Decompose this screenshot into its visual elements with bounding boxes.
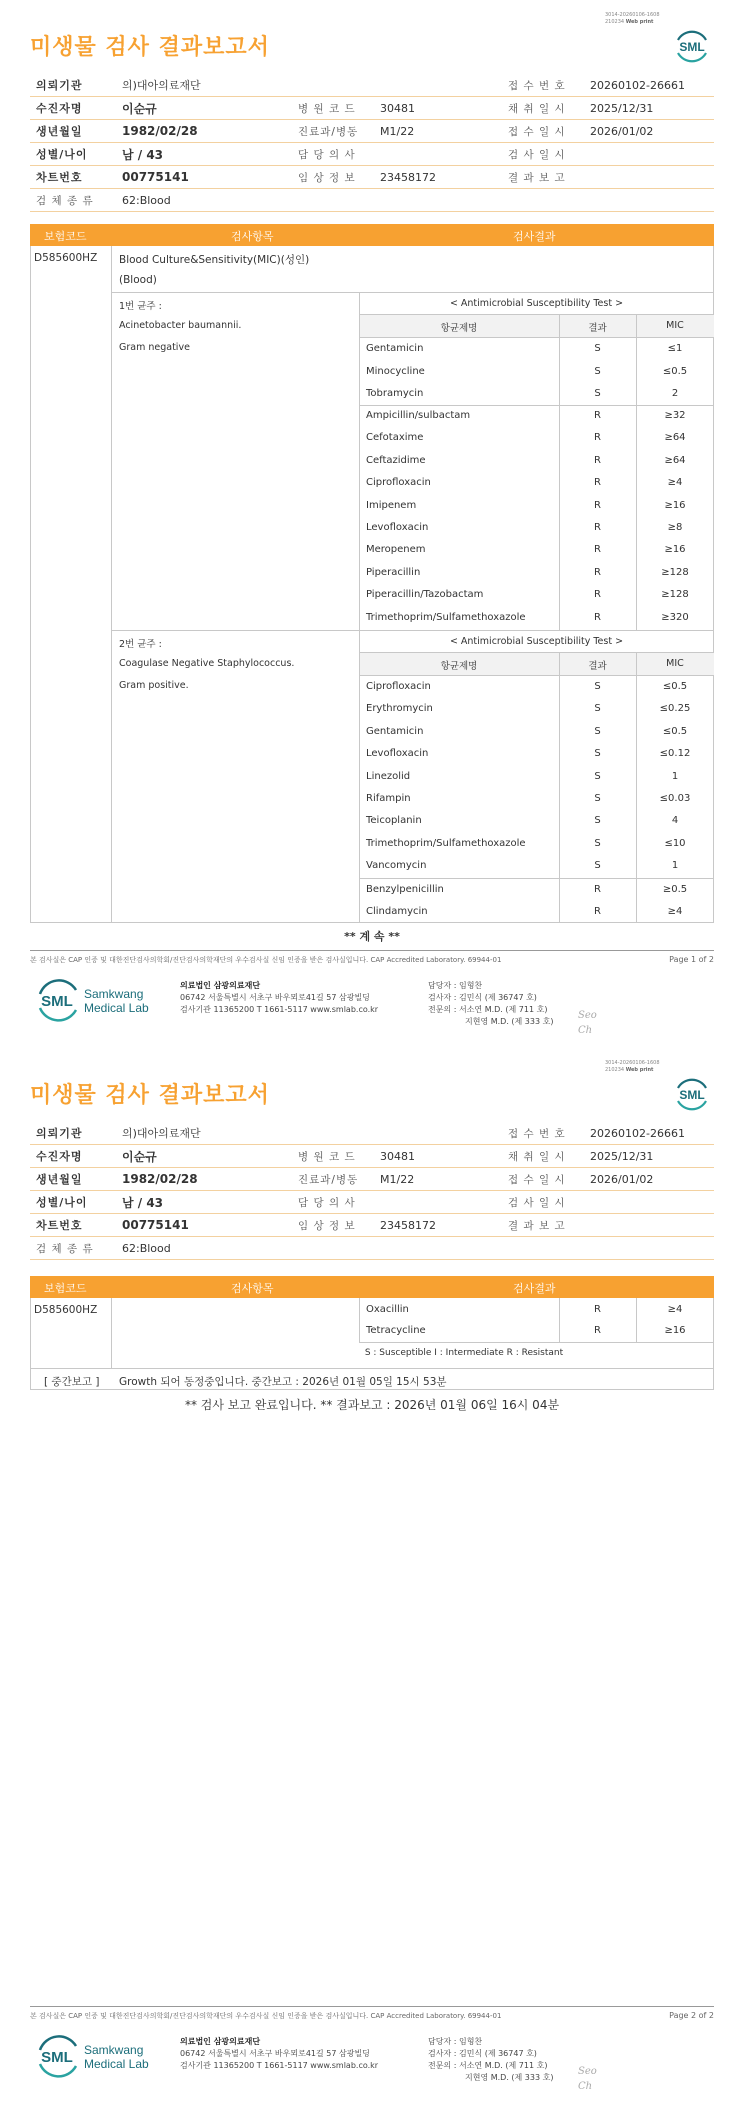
- drug-name: Gentamicin: [366, 725, 424, 737]
- susceptibility-result: S: [594, 837, 601, 849]
- susceptibility-result: R: [594, 1304, 601, 1315]
- logo-text: SML: [679, 1088, 705, 1102]
- divider: [559, 653, 560, 923]
- mic-value: 1: [671, 860, 679, 872]
- drug-name: Cefotaxime: [366, 432, 424, 444]
- drug-name: Gentamicin: [366, 343, 424, 354]
- logo-line-1: Samkwang: [84, 987, 144, 1001]
- specimen-label: 검 체 종 류: [30, 1237, 116, 1260]
- divider: [359, 337, 714, 338]
- hospital-label: 의뢰기관: [30, 74, 116, 97]
- ast-col-drug: 항균제명: [440, 323, 478, 334]
- drug-name: Tobramycin: [366, 388, 424, 399]
- chart-label: 차트번호: [30, 166, 116, 189]
- divider: [111, 292, 714, 293]
- susceptibility-result: R: [594, 566, 601, 578]
- drug-name: Rifampin: [366, 793, 411, 804]
- receipt-date-label: 접 수 일 시: [502, 120, 584, 143]
- drug-name: Vancomycin: [366, 860, 427, 872]
- drug-name: Clindamycin: [366, 906, 428, 918]
- col-code-header: 보험코드: [44, 1282, 87, 1295]
- doctor-value: [374, 1191, 502, 1214]
- sml-logo-icon: [672, 26, 712, 66]
- interim-report-label: [ 중간보고 ]: [44, 1376, 100, 1388]
- patient-value: 이순규: [116, 1145, 292, 1168]
- susceptibility-result: S: [594, 748, 601, 760]
- mic-value: 2: [671, 388, 679, 399]
- test-specimen: (Blood): [119, 274, 157, 286]
- susceptibility-result: R: [594, 432, 601, 444]
- signature-2: Ch: [578, 1025, 593, 1036]
- dob-label: 생년월일: [30, 120, 116, 143]
- logo-text: SML: [41, 993, 73, 1010]
- mic-value: ≥320: [661, 611, 689, 623]
- staff-info: 담당자 : 임형찬 검사자 : 김민식 (제 36747 호) 전문의 : 서소연 M.D. (제 711 호) 지현영 M.D. (제 333 호): [428, 2037, 554, 2082]
- mic-value: 1: [671, 770, 679, 782]
- ast-col-result: 결과: [588, 323, 607, 334]
- drug-name: Tetracycline: [366, 1325, 426, 1336]
- mic-value: ≤0.5: [662, 365, 688, 377]
- susceptibility-result: R: [594, 906, 601, 918]
- logo-line-2: Medical Lab: [84, 2057, 149, 2071]
- drug-name: Trimethoprim/Sulfamethoxazole: [366, 837, 526, 849]
- col-result-header: 검사결과: [513, 1282, 556, 1295]
- hospital-value: 의)대아의료재단: [116, 1122, 502, 1145]
- divider: [359, 675, 714, 676]
- drug-name: Ampicillin/sulbactam: [366, 410, 471, 421]
- drug-name: Levofloxacin: [366, 748, 429, 760]
- chart-label: 차트번호: [30, 1214, 116, 1237]
- receipt-date-value: 2026/01/02: [584, 120, 714, 143]
- ast-title-2: < Antimicrobial Susceptibility Test >: [449, 636, 624, 647]
- mic-value: ≥16: [664, 1325, 686, 1336]
- report-value: [584, 1214, 714, 1237]
- doctor-label: 담 당 의 사: [292, 143, 374, 166]
- report-title: 미생물 검사 결과보고서: [30, 1083, 270, 1108]
- mic-value: ≤10: [664, 837, 686, 849]
- footer-note: 본 검사실은 CAP 인증 및 대한진단검사의학회/진단검사의학재단의 우수검사실 신임 인증을 받은 검사실입니다. CAP Accredited Laboratory. 69944-01: [30, 956, 502, 964]
- footer-divider: [30, 2006, 714, 2007]
- susceptibility-result: R: [594, 454, 601, 466]
- divider: [111, 246, 112, 923]
- hosp-code-label: 병 원 코 드: [292, 1145, 374, 1168]
- col-item-header: 검사항목: [231, 230, 274, 243]
- dept-label: 진료과/병동: [292, 120, 374, 143]
- clinical-value: 23458172: [374, 166, 502, 189]
- doctor-value: [374, 143, 502, 166]
- dob-label: 생년월일: [30, 1168, 116, 1191]
- mic-value: ≤1: [667, 343, 683, 354]
- print-stamp: 3014-20260106-1608 210234 Web print: [605, 1060, 660, 1073]
- sml-logo-icon: [672, 1074, 712, 1114]
- mic-value: ≥4: [667, 477, 683, 489]
- sex-age-value: 남 / 43: [116, 143, 292, 166]
- chart-value: 00775141: [116, 166, 292, 189]
- staff-info: 담당자 : 임형찬 검사자 : 김민식 (제 36747 호) 전문의 : 서소연 M.D. (제 711 호) 지현영 M.D. (제 333 호): [428, 981, 554, 1026]
- drug-name: Ceftazidime: [366, 454, 426, 466]
- patient-label: 수진자명: [30, 1145, 116, 1168]
- lab-info: 의료법인 삼광의료재단 06742 서울특별시 서초구 바우뫼로41길 57 삼광빌딩 검사기관 11365200 T 1661-5117 www.smlab.co.kr: [180, 981, 379, 1014]
- divider: [111, 630, 714, 631]
- patient-info-table: [30, 74, 714, 212]
- samkwang-logo: [36, 2034, 166, 2078]
- drug-name: Benzylpenicillin: [366, 884, 444, 895]
- dept-label: 진료과/병동: [292, 1168, 374, 1191]
- organism-1-name: Acinetobacter baumannii.: [119, 320, 242, 331]
- drug-name: Levofloxacin: [366, 522, 429, 533]
- test-date-label: 검 사 일 시: [502, 1191, 584, 1214]
- sex-age-value: 남 / 43: [116, 1191, 292, 1214]
- interim-report-text: Growth 되어 동정중입니다. 중간보고 : 2026년 01월 05일 15시 53분: [119, 1376, 447, 1388]
- drug-name: Trimethoprim/Sulfamethoxazole: [366, 611, 526, 623]
- drug-name: Meropenem: [366, 544, 426, 556]
- patient-value: 이순규: [116, 97, 292, 120]
- patient-label: 수진자명: [30, 97, 116, 120]
- footer-divider: [30, 950, 714, 951]
- clinical-label: 임 상 정 보: [292, 166, 374, 189]
- specimen-value: 62:Blood: [116, 189, 714, 212]
- test-date-value: [584, 1191, 714, 1214]
- hosp-code-value: 30481: [374, 97, 502, 120]
- final-report-text: ** 검사 보고 완료입니다. ** 결과보고 : 2026년 01월 06일 16시 04분: [184, 1398, 560, 1412]
- susceptibility-result: R: [594, 544, 601, 556]
- susceptibility-result: R: [594, 477, 601, 489]
- collect-date-value: 2025/12/31: [584, 97, 714, 120]
- mic-value: ≥4: [667, 1304, 683, 1315]
- receipt-no-value: 20260102-26661: [584, 1122, 714, 1145]
- divider: [30, 1368, 714, 1369]
- collect-date-label: 채 취 일 시: [502, 1145, 584, 1168]
- susceptibility-result: R: [594, 611, 601, 623]
- page-number: Page 2 of 2: [669, 2011, 714, 2020]
- divider: [636, 653, 637, 923]
- clinical-value: 23458172: [374, 1214, 502, 1237]
- susceptibility-result: S: [594, 365, 601, 377]
- mic-value: ≥64: [664, 432, 686, 444]
- divider: [636, 315, 637, 630]
- specimen-value: 62:Blood: [116, 1237, 714, 1260]
- signature-2: Ch: [578, 2081, 593, 2092]
- receipt-no-label: 접 수 번 호: [502, 74, 584, 97]
- drug-name: Piperacillin: [366, 566, 421, 578]
- mic-value: ≤0.5: [662, 681, 688, 692]
- mic-value: ≤0.12: [659, 748, 691, 760]
- mic-value: ≥16: [664, 499, 686, 511]
- organism-1-label: 1번 균주 :: [119, 301, 162, 312]
- receipt-no-label: 접 수 번 호: [502, 1122, 584, 1145]
- drug-name: Imipenem: [366, 499, 417, 511]
- dept-value: M1/22: [374, 120, 502, 143]
- susceptibility-result: R: [594, 410, 601, 421]
- susceptibility-result: R: [594, 522, 601, 533]
- logo-line-2: Medical Lab: [84, 1001, 149, 1015]
- test-date-value: [584, 143, 714, 166]
- drug-name: Ciprofloxacin: [366, 681, 431, 692]
- organism-2-name: Coagulase Negative Staphylococcus.: [119, 658, 295, 669]
- organism-1-gram: Gram negative: [119, 342, 190, 353]
- report-title: 미생물 검사 결과보고서: [30, 35, 270, 60]
- logo-text: SML: [41, 2049, 73, 2066]
- clinical-label: 임 상 정 보: [292, 1214, 374, 1237]
- mic-value: ≤0.25: [659, 703, 691, 715]
- mic-value: ≥4: [667, 906, 683, 918]
- hospital-value: 의)대아의료재단: [116, 74, 502, 97]
- sex-age-label: 성별/나이: [30, 1191, 116, 1214]
- sex-age-label: 성별/나이: [30, 143, 116, 166]
- divider: [359, 1298, 360, 1342]
- receipt-date-label: 접 수 일 시: [502, 1168, 584, 1191]
- susceptibility-result: S: [594, 703, 601, 715]
- susceptibility-result: S: [594, 343, 601, 354]
- logo-text: SML: [679, 40, 705, 54]
- specimen-label: 검 체 종 류: [30, 189, 116, 212]
- divider: [111, 1298, 112, 1368]
- hospital-label: 의뢰기관: [30, 1122, 116, 1145]
- results-table-header: [30, 224, 714, 246]
- susceptibility-result: S: [594, 725, 601, 737]
- collect-date-label: 채 취 일 시: [502, 97, 584, 120]
- collect-date-value: 2025/12/31: [584, 1145, 714, 1168]
- mic-value: ≥32: [664, 410, 686, 421]
- divider: [359, 405, 714, 406]
- ast-title-1: < Antimicrobial Susceptibility Test >: [449, 298, 624, 309]
- doctor-label: 담 당 의 사: [292, 1191, 374, 1214]
- drug-name: Ciprofloxacin: [366, 477, 431, 489]
- signature-1: Seo: [578, 2066, 597, 2077]
- mic-value: ≥128: [661, 589, 689, 601]
- test-code: D585600HZ: [34, 252, 98, 264]
- report-label: 결 과 보 고: [502, 166, 584, 189]
- mic-value: 4: [671, 815, 679, 827]
- footer-note: 본 검사실은 CAP 인증 및 대한진단검사의학회/진단검사의학재단의 우수검사실 신임 인증을 받은 검사실입니다. CAP Accredited Laboratory. 69944-01: [30, 2012, 502, 2020]
- hosp-code-value: 30481: [374, 1145, 502, 1168]
- dob-value: 1982/02/28: [116, 1168, 292, 1191]
- susceptibility-result: S: [594, 793, 601, 804]
- signature-1: Seo: [578, 1010, 597, 1021]
- mic-value: ≤0.03: [659, 793, 691, 804]
- drug-name: Piperacillin/Tazobactam: [366, 589, 484, 601]
- receipt-date-value: 2026/01/02: [584, 1168, 714, 1191]
- results-table-header: [30, 1276, 714, 1298]
- susceptibility-result: S: [594, 815, 601, 827]
- hosp-code-label: 병 원 코 드: [292, 97, 374, 120]
- susceptibility-result: S: [594, 770, 601, 782]
- drug-name: Oxacillin: [366, 1304, 409, 1315]
- divider: [359, 292, 360, 923]
- susceptibility-result: R: [594, 884, 601, 895]
- mic-value: ≥128: [661, 566, 689, 578]
- patient-info-table: [30, 1122, 714, 1260]
- report-page-2: [0, 1048, 744, 2104]
- test-date-label: 검 사 일 시: [502, 143, 584, 166]
- page-number: Page 1 of 2: [669, 955, 714, 964]
- divider: [559, 315, 560, 630]
- organism-2-gram: Gram positive.: [119, 680, 189, 691]
- dob-value: 1982/02/28: [116, 120, 292, 143]
- lab-info: 의료법인 삼광의료재단 06742 서울특별시 서초구 바우뫼로41길 57 삼광빌딩 검사기관 11365200 T 1661-5117 www.smlab.co.kr: [180, 2037, 379, 2070]
- ast-col-mic: MIC: [666, 658, 684, 669]
- report-label: 결 과 보 고: [502, 1214, 584, 1237]
- susceptibility-result: R: [594, 589, 601, 601]
- col-result-header: 검사결과: [513, 230, 556, 243]
- dept-value: M1/22: [374, 1168, 502, 1191]
- drug-name: Linezolid: [366, 770, 411, 782]
- samkwang-logo: [36, 978, 166, 1022]
- test-name: Blood Culture&Sensitivity(MIC)(성인): [119, 254, 310, 266]
- drug-name: Erythromycin: [366, 703, 433, 715]
- report-page-1: [0, 0, 744, 1048]
- mic-value: ≥8: [667, 522, 683, 533]
- susceptibility-result: S: [594, 860, 601, 872]
- drug-name: Teicoplanin: [366, 815, 422, 827]
- ast-col-drug: 항균제명: [440, 661, 478, 672]
- susceptibility-result: R: [594, 499, 601, 511]
- print-stamp: 3014-20260106-1608 210234 Web print: [605, 12, 660, 25]
- result-legend: S : Susceptible I : Intermediate R : Resistant: [364, 1348, 564, 1358]
- ast-col-mic: MIC: [666, 320, 684, 331]
- mic-value: ≥64: [664, 454, 686, 466]
- mic-value: ≥0.5: [662, 884, 688, 895]
- susceptibility-result: S: [594, 681, 601, 692]
- test-code: D585600HZ: [34, 1304, 98, 1316]
- organism-2-label: 2번 균주 :: [119, 639, 162, 650]
- ast-col-result: 결과: [588, 661, 607, 672]
- divider: [359, 878, 714, 879]
- susceptibility-result: R: [594, 1325, 601, 1336]
- susceptibility-result: S: [594, 388, 601, 399]
- logo-line-1: Samkwang: [84, 2043, 144, 2057]
- continue-text: ** 계 속 **: [344, 930, 400, 943]
- col-item-header: 검사항목: [231, 1282, 274, 1295]
- chart-value: 00775141: [116, 1214, 292, 1237]
- divider: [359, 1342, 714, 1343]
- col-code-header: 보험코드: [44, 230, 87, 243]
- mic-value: ≤0.5: [662, 725, 688, 737]
- mic-value: ≥16: [664, 544, 686, 556]
- receipt-no-value: 20260102-26661: [584, 74, 714, 97]
- drug-name: Minocycline: [366, 365, 425, 377]
- report-value: [584, 166, 714, 189]
